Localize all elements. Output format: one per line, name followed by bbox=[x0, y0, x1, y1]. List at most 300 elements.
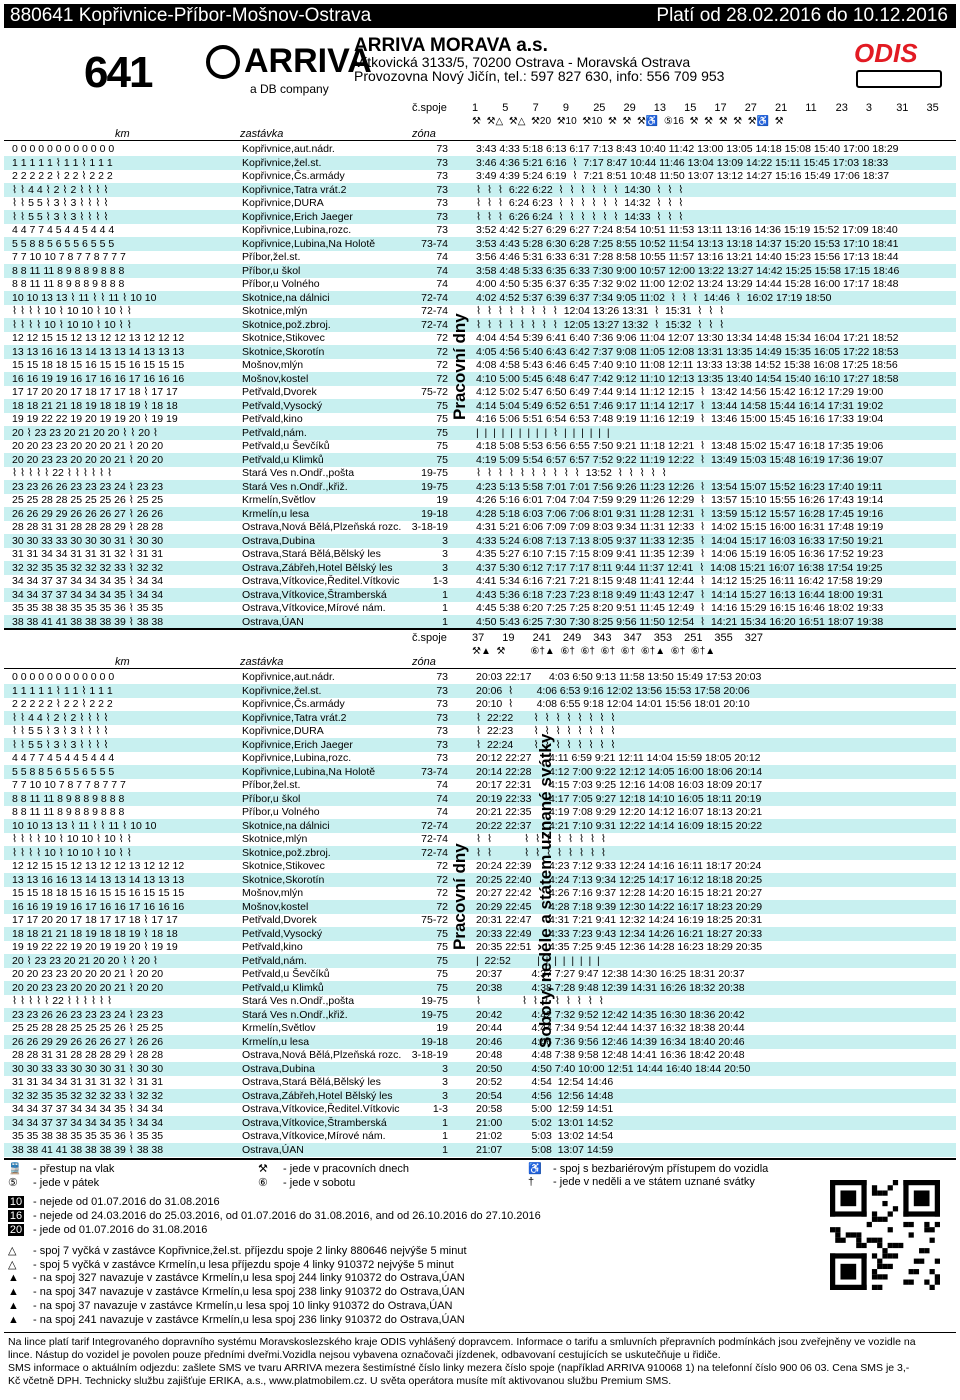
departure-times: ⌇ ⌇ ⌇ ⌇ ⌇ ⌇ ⌇ ⌇ ⌇ ⌇ 13:52 ⌇ ⌇ ⌇ ⌇ ⌇ bbox=[476, 467, 667, 479]
table-row bbox=[4, 507, 956, 521]
table-row bbox=[4, 751, 956, 765]
table-row bbox=[4, 778, 956, 792]
zone-value: 1-3 bbox=[432, 1103, 448, 1115]
stop-name: Ostrava,ÚAN bbox=[242, 615, 304, 628]
legend-item bbox=[528, 1176, 755, 1188]
table-row bbox=[4, 142, 956, 156]
km-values: 20 20 23 23 20 20 20 21 ⌇ 20 20 bbox=[12, 453, 164, 466]
km-values: 34 34 37 37 34 34 34 35 ⌇ 34 34 bbox=[12, 1103, 164, 1115]
zone-value: 3 bbox=[442, 561, 448, 574]
legend-item bbox=[8, 1162, 114, 1175]
departure-times: 21:00 5:02 13:01 14:52 bbox=[476, 1116, 614, 1129]
departure-times: ⌇ ⌇ ⌇ ⌇ ⌇ ⌇ ⌇ ⌇ ⌇ bbox=[476, 995, 604, 1007]
km-values: 8 8 11 11 8 9 8 8 9 8 8 8 bbox=[12, 792, 125, 805]
km-values: ⌇ ⌇ ⌇ ⌇ ⌇ 22 ⌇ ⌇ ⌇ ⌇ ⌇ ⌇ bbox=[12, 467, 113, 479]
table-row bbox=[4, 994, 956, 1008]
km-values: 1 1 1 1 1 ⌇ 1 1 ⌇ 1 1 1 bbox=[12, 156, 113, 169]
km-values: 5 5 8 8 5 6 5 5 6 5 5 5 bbox=[12, 765, 115, 778]
stop-name: Skotnice,Skorotín bbox=[242, 873, 325, 886]
stop-label-2: zastávka bbox=[240, 656, 284, 668]
zone-value: 72 bbox=[436, 860, 448, 872]
legend-text: - na spoj 241 navazuje v zastávce Krmelín,u lesa spoj 236 linky 910372 do Ostrava,ÚAN bbox=[30, 1314, 465, 1326]
departure-times: ⌇ ⌇ ⌇ 6:26 6:24 ⌇ ⌇ ⌇ ⌇ ⌇ ⌇ 14:33 ⌇ ⌇ ⌇ bbox=[476, 210, 684, 223]
stop-name: Skotnice,Skorotín bbox=[242, 345, 325, 358]
legend-text: - nejede od 01.07.2016 do 31.08.2016 bbox=[30, 1196, 220, 1208]
km-values: 13 13 16 16 13 14 13 13 14 13 13 13 bbox=[12, 345, 185, 358]
stop-name: Skotnice,mlýn bbox=[242, 305, 308, 317]
stop-name: Skotnice,pož.zbroj. bbox=[242, 846, 331, 859]
table-row bbox=[4, 1089, 956, 1103]
km-values: 5 5 8 8 5 6 5 5 6 5 5 5 bbox=[12, 237, 115, 250]
arriva-logo: ARRIVA a DB company bbox=[206, 42, 372, 81]
legend-symbol: ⑤ bbox=[8, 1177, 18, 1189]
legend-symbol: △ bbox=[8, 1259, 17, 1271]
table-row bbox=[4, 792, 956, 806]
table-row bbox=[4, 466, 956, 480]
zone-value: 1 bbox=[442, 1116, 448, 1129]
table-row bbox=[4, 250, 956, 264]
departure-times: 4:45 5:38 6:20 7:25 7:25 8:20 9:51 11:45 12:49 ⌇ 14:16 15:29 16:15 16:46 18:02 19:33 bbox=[476, 602, 884, 614]
zone-value: 72-74 bbox=[421, 318, 448, 331]
stop-name: Skotnice,pož.zbroj. bbox=[242, 318, 331, 331]
trip-number: 9 bbox=[562, 102, 570, 114]
km-values: 2 2 2 2 2 ⌇ 2 2 ⌇ 2 2 2 bbox=[12, 698, 113, 710]
km-values: 12 12 15 15 12 13 12 12 13 12 12 12 bbox=[12, 332, 185, 344]
zone-value: 72-74 bbox=[421, 305, 448, 317]
zone-value: 72 bbox=[436, 345, 448, 358]
departure-times: | 22:52 | | | | | | | | bbox=[476, 954, 600, 967]
table-row bbox=[4, 846, 956, 860]
stop-name: Petřvald,u Ševčíků bbox=[242, 440, 330, 452]
zone-value: 75 bbox=[436, 968, 448, 980]
zone-value: 74 bbox=[436, 806, 448, 818]
stop-name: Kopřivnice,žel.st. bbox=[242, 156, 322, 169]
legend-item bbox=[8, 1300, 453, 1312]
stop-name: Ostrava,Nová Bělá,Plzeňská rozc. bbox=[242, 521, 402, 533]
zone-value: 73 bbox=[436, 752, 448, 764]
stop-name: Ostrava,Stará Bělá,Bělský les bbox=[242, 1076, 381, 1088]
table-row bbox=[4, 372, 956, 386]
km-values: 35 35 38 38 35 35 35 36 ⌇ 35 35 bbox=[12, 602, 164, 614]
departure-times: 20:29 22:45 4:28 7:18 9:39 12:30 14:22 16:17 18:23 20:29 bbox=[476, 900, 763, 913]
odis-logo: ODIS bbox=[854, 38, 946, 92]
table-row bbox=[4, 927, 956, 941]
table-row bbox=[4, 601, 956, 615]
table-row bbox=[4, 724, 956, 738]
table-row bbox=[4, 412, 956, 426]
zone-value: 73 bbox=[436, 156, 448, 169]
stop-name: Ostrava,Vítkovice,Štramberská bbox=[242, 588, 387, 601]
stop-name: Ostrava,Zábřeh,Hotel Bělský les bbox=[242, 1089, 393, 1102]
trip-number: 25 bbox=[593, 102, 606, 114]
spoje-label: č.spoje bbox=[412, 102, 447, 114]
table-row bbox=[4, 765, 956, 779]
route-title: 880641 Kopřivnice-Příbor-Mošnov-Ostrava bbox=[10, 5, 372, 26]
km-values: 8 8 11 11 8 9 8 8 9 8 8 8 bbox=[12, 806, 125, 818]
departure-times: 20:44 4:44 7:34 9:54 12:44 14:37 16:32 18:38 20:44 bbox=[476, 1022, 745, 1034]
zone-value: 72 bbox=[436, 887, 448, 899]
departure-times: 20:33 22:49 4:33 7:23 9:43 12:34 14:26 16:21 18:27 20:33 bbox=[476, 927, 763, 940]
legend-text: - spoj 7 vyčká v zastávce Kopřivnice,žel.st. příjezdu spoje 2 linky 880646 nejvýše 5 minut bbox=[30, 1245, 467, 1257]
stop-name: Mošnov,kostel bbox=[242, 372, 309, 385]
zone-value: 75 bbox=[436, 927, 448, 940]
stop-name: Petřvald,u Klimků bbox=[242, 453, 324, 466]
legend-symbol: 20 bbox=[9, 1224, 23, 1236]
legend-symbol: 16 bbox=[9, 1210, 23, 1222]
trip-number: 31 bbox=[896, 102, 909, 114]
zone-value: 19-75 bbox=[421, 995, 448, 1007]
departure-times: ⌇ ⌇ ⌇ ⌇ ⌇ ⌇ ⌇ ⌇ ⌇ ⌇ bbox=[476, 846, 607, 859]
zone-label: zóna bbox=[412, 128, 436, 140]
departure-times: 20:48 4:48 7:38 9:58 12:48 14:41 16:36 18:42 20:48 bbox=[476, 1049, 745, 1061]
zone-value: 72-74 bbox=[421, 291, 448, 304]
table-row bbox=[4, 954, 956, 968]
zone-value: 75-72 bbox=[421, 914, 448, 926]
stop-name: Krmelín,Světlov bbox=[242, 1022, 316, 1034]
zone-value: 72-74 bbox=[421, 833, 448, 845]
legend-item bbox=[8, 1210, 541, 1222]
table-row bbox=[4, 439, 956, 453]
departure-times: 3:58 4:48 5:33 6:35 6:33 7:30 9:00 10:57 12:00 13:22 13:27 14:42 15:25 15:58 17:15 18:46 bbox=[476, 264, 900, 277]
trip-number: 17 bbox=[714, 102, 727, 114]
departure-times: ⌇ ⌇ ⌇ ⌇ ⌇ ⌇ ⌇ ⌇ ⌇ ⌇ bbox=[476, 833, 607, 845]
km-values: 8 8 11 11 8 9 8 8 9 8 8 8 bbox=[12, 278, 125, 290]
km-values: 0 0 0 0 0 0 0 0 0 0 0 0 bbox=[12, 671, 115, 683]
legend-text: - jede v pátek bbox=[30, 1177, 100, 1189]
legend-text: - na spoj 37 navazuje v zastávce Krmelín,u lesa spoj 10 linky 910372 do Ostrava,ÚAN bbox=[30, 1300, 453, 1312]
table-row bbox=[4, 588, 956, 602]
table-row bbox=[4, 399, 956, 413]
departure-times: 4:16 5:06 5:51 6:54 6:53 7:48 9:19 11:16 12:19 ⌇ 13:46 15:00 15:45 16:16 17:33 19:04 bbox=[476, 413, 884, 425]
stop-name: Příbor,u škol bbox=[242, 792, 301, 805]
departure-times: 21:07 5:08 13:07 14:59 bbox=[476, 1143, 614, 1156]
km-values: 17 17 20 20 17 18 17 17 18 ⌇ 17 17 bbox=[12, 914, 178, 926]
table-row bbox=[4, 1008, 956, 1022]
stop-name: Krmelín,u lesa bbox=[242, 507, 310, 520]
km-values: 34 34 37 37 34 34 34 35 ⌇ 34 34 bbox=[12, 588, 164, 601]
departure-times: 3:46 4:36 5:21 6:16 ⌇ 7:17 8:47 10:44 11:46 13:04 13:09 14:22 15:11 15:45 17:03 18:33 bbox=[476, 156, 889, 169]
zone-value: 75 bbox=[436, 440, 448, 452]
stop-name: Ostrava,ÚAN bbox=[242, 1143, 304, 1156]
legend-text: - spoj s bezbariérovým přístupem do vozidla bbox=[550, 1163, 769, 1175]
stop-name: Mošnov,kostel bbox=[242, 900, 309, 913]
zone-value: 72 bbox=[436, 372, 448, 385]
legend-item bbox=[8, 1176, 99, 1189]
zone-value: 75 bbox=[436, 413, 448, 425]
stop-name: Stará Ves n.Ondř.,křiž. bbox=[242, 480, 348, 493]
km-values: 15 15 18 18 15 16 15 15 16 15 15 15 bbox=[12, 887, 185, 899]
table-row bbox=[4, 1035, 956, 1049]
stop-name: Ostrava,Zábřeh,Hotel Bělský les bbox=[242, 561, 393, 574]
km-values: ⌇ ⌇ 5 5 ⌇ 3 ⌇ 3 ⌇ ⌇ ⌇ ⌇ bbox=[12, 210, 109, 223]
stop-name: Petřvald,nám. bbox=[242, 954, 307, 967]
legend-text: - na spoj 347 navazuje v zastávce Krmelín,u lesa spoj 238 linky 910372 do Ostrava,ÚAN bbox=[30, 1286, 465, 1298]
footer-line: Kč včetně DPH. Technicky službu zajišťuje ERIKA, a.s., www.platmobilem.cz. U světa operátora musíte mít aktivovanou službu Premium SMS. bbox=[8, 1375, 672, 1387]
legend-symbol: 🚆 bbox=[8, 1163, 22, 1175]
trip-number: 7 bbox=[532, 102, 539, 114]
legend-symbol: ▲ bbox=[8, 1300, 19, 1312]
stop-name: Kopřivnice,žel.st. bbox=[242, 684, 322, 697]
zone-value: 3-18-19 bbox=[411, 521, 448, 533]
stop-name: Petřvald,Vysocký bbox=[242, 927, 323, 940]
legend-text: - spoj 5 vyčká v zastávce Krmelín,u lesa příjezdu spoje 4 linky 910372 nejvýše 5 minut bbox=[30, 1259, 454, 1271]
zone-value: 73 bbox=[436, 725, 448, 737]
zone-value: 19 bbox=[436, 1022, 448, 1034]
table-row bbox=[4, 1062, 956, 1076]
km-values: 38 38 41 41 38 38 38 39 ⌇ 38 38 bbox=[12, 615, 164, 628]
table-row bbox=[4, 237, 956, 251]
table-row bbox=[4, 169, 956, 183]
table-row bbox=[4, 805, 956, 819]
zone-value: 74 bbox=[436, 278, 448, 290]
zone-value: 3 bbox=[442, 534, 448, 547]
stop-name: Mošnov,mlýn bbox=[242, 887, 304, 899]
km-values: 18 18 21 21 18 19 18 18 19 ⌇ 18 18 bbox=[12, 927, 178, 940]
legend-item bbox=[258, 1162, 409, 1175]
stop-name: Krmelín,u lesa bbox=[242, 1035, 310, 1048]
legend-item bbox=[8, 1258, 454, 1271]
departure-times: 3:53 4:43 5:28 6:30 6:28 7:25 8:55 10:52 11:54 13:13 13:18 14:37 15:20 15:53 17:10 18:41 bbox=[476, 237, 899, 250]
legend-symbol: ▲ bbox=[8, 1314, 19, 1326]
table-row bbox=[4, 1116, 956, 1130]
zone-value: 73 bbox=[436, 698, 448, 710]
table-row bbox=[4, 223, 956, 237]
departure-times: 20:37 4:37 7:27 9:47 12:38 14:30 16:25 18:31 20:37 bbox=[476, 968, 745, 980]
zone-value: 3 bbox=[442, 1062, 448, 1075]
table-row bbox=[4, 967, 956, 981]
zone-value: 73 bbox=[436, 738, 448, 751]
km-values: 16 16 19 19 16 17 16 16 17 16 16 16 bbox=[12, 372, 185, 385]
departure-times: 20:17 22:31 4:15 7:03 9:25 12:16 14:08 16:03 18:09 20:17 bbox=[476, 779, 763, 791]
footer-line: Na lince platí tarif Integrovaného dopravního systému Moravskoslezského kraje ODIS vyhlášený dopravcem. Informace o tarifu a smluvních přepravních podmínkách jsou zveřejněny ve vozidle na bbox=[8, 1336, 916, 1348]
legend-item bbox=[258, 1176, 355, 1189]
stop-name: Příbor,žel.st. bbox=[242, 779, 301, 791]
stop-name: Kopřivnice,Lubina,Na Holotě bbox=[242, 237, 376, 250]
km-values: 0 0 0 0 0 0 0 0 0 0 0 0 bbox=[12, 143, 115, 155]
legend-item bbox=[8, 1224, 207, 1236]
km-values: ⌇ ⌇ ⌇ ⌇ 10 ⌇ 10 10 ⌇ 10 ⌇ ⌇ bbox=[12, 833, 132, 845]
departure-times: 20:50 4:50 7:40 10:00 12:51 14:44 16:40 18:44 20:50 bbox=[476, 1062, 751, 1075]
stop-name: Stará Ves n.Ondř.,pošta bbox=[242, 995, 355, 1007]
departure-times: 20:25 22:40 4:24 7:13 9:34 12:25 14:17 16:12 18:18 20:25 bbox=[476, 873, 763, 886]
departure-times: 20:42 4:42 7:32 9:52 12:42 14:35 16:30 18:36 20:42 bbox=[476, 1008, 745, 1021]
legend-text: - jede od 01.07.2016 do 31.08.2016 bbox=[30, 1224, 208, 1236]
trip-symbols: ⚒ ⚒△ ⚒△ ⚒20 ⚒10 ⚒10 ⚒ ⚒ ⚒♿ ⑤16 ⚒ ⚒ ⚒ ⚒ ⚒♿ ⚒ bbox=[472, 116, 784, 127]
table-row bbox=[4, 819, 956, 833]
trip-number: 1 bbox=[472, 102, 479, 114]
departure-times: 4:35 5:27 6:10 7:15 7:15 8:09 9:41 11:35 12:39 ⌇ 14:06 15:19 16:05 16:36 17:52 19:23 bbox=[476, 548, 884, 560]
stop-name: Kopřivnice,aut.nádr. bbox=[242, 143, 335, 155]
departure-times: 20:21 22:35 4:19 7:08 9:29 12:20 14:12 16:07 18:13 20:21 bbox=[476, 806, 763, 818]
table-row bbox=[4, 426, 956, 440]
table-row bbox=[4, 697, 956, 711]
table-row bbox=[4, 480, 956, 494]
trip-number: 327 bbox=[744, 632, 764, 644]
zone-value: 73 bbox=[436, 210, 448, 223]
zone-value: 1 bbox=[442, 615, 448, 628]
departure-times: 20:24 22:39 4:23 7:12 9:33 12:24 14:16 16:11 18:17 20:24 bbox=[476, 860, 762, 872]
zone-value: 72-74 bbox=[421, 819, 448, 832]
departure-times: 4:08 4:58 5:43 6:46 6:45 7:40 9:10 11:08 12:11 13:33 13:38 14:52 15:38 16:08 17:25 18:56 bbox=[476, 359, 898, 371]
footer-line: lince. Nástup do vozidel je povolen pouze předními dveřmi.Vozidla nejsou vybavena označovači jízdenek, odbavovaní cestujících se uskutečňuje u řidiče. bbox=[8, 1349, 721, 1361]
stop-name: Skotnice,Stikovec bbox=[242, 332, 325, 344]
km-values: 20 ⌇ 23 23 20 21 20 20 ⌇ ⌇ 20 ⌇ bbox=[12, 426, 159, 439]
table-row bbox=[4, 981, 956, 995]
km-values: 30 30 33 33 30 30 30 31 ⌇ 30 30 bbox=[12, 534, 164, 547]
validity: Platí od 28.02.2016 do 10.12.2016 bbox=[656, 5, 948, 26]
km-values: 38 38 41 41 38 38 38 39 ⌇ 38 38 bbox=[12, 1143, 164, 1156]
table-row bbox=[4, 264, 956, 278]
km-values: 8 8 11 11 8 9 8 8 9 8 8 8 bbox=[12, 264, 125, 277]
stop-name: Stará Ves n.Ondř.,křiž. bbox=[242, 1008, 348, 1021]
zone-value: 19-75 bbox=[421, 480, 448, 493]
departure-times: 4:50 5:43 6:25 7:30 7:30 8:25 9:56 11:50 12:54 ⌇ 14:21 15:34 16:20 16:51 18:07 19:38 bbox=[476, 615, 884, 628]
zone-value: 72 bbox=[436, 900, 448, 913]
table-row bbox=[4, 547, 956, 561]
zone-value: 1 bbox=[442, 602, 448, 614]
table-row bbox=[4, 358, 956, 372]
stop-name: Příbor,u Volného bbox=[242, 806, 320, 818]
departure-times: ⌇ 22:23 ⌇ ⌇ ⌇ ⌇ ⌇ ⌇ ⌇ ⌇ bbox=[476, 725, 616, 737]
stop-name: Skotnice,Stikovec bbox=[242, 860, 325, 872]
stop-name: Ostrava,Vítkovice,Ředitel.Vítkovic bbox=[242, 1103, 400, 1115]
legend-item bbox=[8, 1286, 465, 1298]
zone-value: 75 bbox=[436, 426, 448, 439]
departure-times: ⌇ 22:22 ⌇ ⌇ ⌇ ⌇ ⌇ ⌇ ⌇ ⌇ bbox=[476, 711, 616, 724]
zone-value: 73 bbox=[436, 183, 448, 196]
departure-times: ⌇ ⌇ ⌇ 6:22 6:22 ⌇ ⌇ ⌇ ⌇ ⌇ ⌇ 14:30 ⌇ ⌇ ⌇ bbox=[476, 183, 684, 196]
zone-value: 3 bbox=[442, 1076, 448, 1088]
departure-times: 20:03 22:17 4:03 6:50 9:13 11:58 13:50 15:49 17:53 20:03 bbox=[476, 671, 762, 683]
zone-value: 75 bbox=[436, 981, 448, 994]
km-values: ⌇ ⌇ 4 4 ⌇ 2 ⌇ 2 ⌇ ⌇ ⌇ ⌇ bbox=[12, 183, 109, 196]
km-values: ⌇ ⌇ 4 4 ⌇ 2 ⌇ 2 ⌇ ⌇ ⌇ ⌇ bbox=[12, 711, 109, 724]
zone-value: 75 bbox=[436, 941, 448, 953]
trip-number: 27 bbox=[744, 102, 757, 114]
table-row bbox=[4, 318, 956, 332]
stop-name: Příbor,u Volného bbox=[242, 278, 320, 290]
departure-times: ⌇ ⌇ ⌇ ⌇ ⌇ ⌇ ⌇ ⌇ 12:04 13:26 13:31 ⌇ 15:31 ⌇ ⌇ ⌇ bbox=[476, 305, 725, 317]
km-values: ⌇ ⌇ ⌇ ⌇ 10 ⌇ 10 10 ⌇ 10 ⌇ ⌇ bbox=[12, 846, 132, 859]
stop-name: Petřvald,kino bbox=[242, 413, 303, 425]
km-label: km bbox=[115, 128, 130, 140]
km-values: 31 31 34 34 31 31 31 32 ⌇ 31 31 bbox=[12, 1076, 164, 1088]
km-values: 1 1 1 1 1 ⌇ 1 1 ⌇ 1 1 1 bbox=[12, 684, 113, 697]
zone-value: 3 bbox=[442, 1089, 448, 1102]
stop-name: Kopřivnice,Erich Jaeger bbox=[242, 210, 353, 223]
table-row bbox=[4, 534, 956, 548]
stop-name: Skotnice,na dálnici bbox=[242, 819, 330, 832]
legend-symbol: △ bbox=[8, 1245, 17, 1257]
zone-value: 72-74 bbox=[421, 846, 448, 859]
stop-name: Příbor,žel.st. bbox=[242, 251, 301, 263]
legend-symbol: ⚒ bbox=[258, 1163, 268, 1175]
table-row bbox=[4, 385, 956, 399]
departure-times: 4:37 5:30 6:12 7:17 7:17 8:11 9:44 11:37 12:41 ⌇ 14:08 15:21 16:07 16:38 17:54 19:25 bbox=[476, 561, 883, 574]
stop-label: zastávka bbox=[240, 128, 284, 140]
km-values: 12 12 15 15 12 13 12 12 13 12 12 12 bbox=[12, 860, 185, 872]
km-values: 19 19 22 22 19 20 19 19 20 ⌇ 19 19 bbox=[12, 941, 178, 953]
zone-value: 73-74 bbox=[421, 765, 448, 778]
weekend-label: Soboty, neděle a státem uznané svátky bbox=[536, 733, 555, 1048]
km-values: ⌇ ⌇ ⌇ ⌇ 10 ⌇ 10 10 ⌇ 10 ⌇ ⌇ bbox=[12, 305, 132, 317]
departure-times: 20:46 4:46 7:36 9:56 12:46 14:39 16:34 18:40 20:46 bbox=[476, 1035, 745, 1048]
legend-symbol: ⑥ bbox=[258, 1177, 268, 1189]
km-values: 31 31 34 34 31 31 31 32 ⌇ 31 31 bbox=[12, 548, 164, 560]
legend-symbol: ♿ bbox=[528, 1163, 542, 1175]
table-row bbox=[4, 210, 956, 224]
departure-times: 4:28 5:18 6:03 7:06 7:06 8:01 9:31 11:28 12:31 ⌇ 13:59 15:12 15:57 16:28 17:45 19:16 bbox=[476, 507, 884, 520]
table-row bbox=[4, 615, 956, 629]
departure-times: 20:10 ⌇ 4:08 6:55 9:18 12:04 14:01 15:56 18:01 20:10 bbox=[476, 698, 750, 710]
legend-item bbox=[8, 1314, 465, 1326]
trip-number: 343 bbox=[593, 632, 612, 644]
km-values: 34 34 37 37 34 34 34 35 ⌇ 34 34 bbox=[12, 1116, 164, 1129]
stop-name: Stará Ves n.Ondř.,pošta bbox=[242, 467, 355, 479]
table-row bbox=[4, 940, 956, 954]
km-values: 35 35 38 38 35 35 35 36 ⌇ 35 35 bbox=[12, 1130, 164, 1142]
departure-times: 4:31 5:21 6:06 7:09 7:09 8:03 9:34 11:31 12:33 ⌇ 14:02 15:15 16:00 16:31 17:48 19:19 bbox=[476, 521, 884, 533]
departure-times: 20:22 22:37 4:21 7:10 9:31 12:22 14:14 16:09 18:15 20:22 bbox=[476, 819, 763, 832]
spoje-label-2: č.spoje bbox=[412, 632, 447, 644]
km-values: ⌇ ⌇ 5 5 ⌇ 3 ⌇ 3 ⌇ ⌇ ⌇ ⌇ bbox=[12, 725, 109, 737]
stop-name: Kopřivnice,Tatra vrát.2 bbox=[242, 711, 347, 724]
zone-value: 73-74 bbox=[421, 237, 448, 250]
zone-value: 1 bbox=[442, 1130, 448, 1142]
table-row bbox=[4, 196, 956, 210]
zone-value: 1 bbox=[442, 588, 448, 601]
trip-number: 37 bbox=[472, 632, 485, 644]
stop-name: Kopřivnice,DURA bbox=[242, 197, 324, 209]
km-values: 18 18 21 21 18 19 18 18 19 ⌇ 18 18 bbox=[12, 399, 178, 412]
table-row bbox=[4, 520, 956, 534]
departure-times: 3:52 4:42 5:27 6:29 6:27 7:24 8:54 10:51 11:53 13:11 13:16 14:36 15:19 15:52 17:09 18:40 bbox=[476, 224, 898, 236]
stop-name: Ostrava,Vítkovice,Mírové nám. bbox=[242, 602, 386, 614]
km-values: 20 20 23 23 20 20 20 21 ⌇ 20 20 bbox=[12, 440, 164, 452]
stop-name: Kopřivnice,Tatra vrát.2 bbox=[242, 183, 347, 196]
stop-name: Kopřivnice,Čs.armády bbox=[242, 698, 345, 710]
zone-value: 19-75 bbox=[421, 1008, 448, 1021]
table-row bbox=[4, 832, 956, 846]
zone-label-2: zóna bbox=[412, 656, 436, 668]
legend-text: - přestup na vlak bbox=[30, 1163, 115, 1175]
table-row bbox=[4, 304, 956, 318]
km-values: 32 32 35 35 32 32 32 33 ⌇ 32 32 bbox=[12, 1089, 164, 1102]
departure-times: 4:04 4:54 5:39 6:41 6:40 7:36 9:06 11:04 12:07 13:30 13:34 14:48 15:34 16:04 17:21 18:52 bbox=[476, 332, 899, 344]
header bbox=[4, 30, 956, 98]
km-values: ⌇ ⌇ 5 5 ⌇ 3 ⌇ 3 ⌇ ⌇ ⌇ ⌇ bbox=[12, 738, 109, 751]
departure-times: 4:05 4:56 5:40 6:43 6:42 7:37 9:08 11:05 12:08 13:31 13:35 14:49 15:35 16:05 17:22 18:53 bbox=[476, 345, 899, 358]
zone-value: 73 bbox=[436, 671, 448, 683]
stop-name: Mošnov,mlýn bbox=[242, 359, 304, 371]
departure-times: 20:27 22:42 4:26 7:16 9:37 12:28 14:20 16:15 18:21 20:27 bbox=[476, 887, 763, 899]
departure-times: 20:12 22:27 4:11 6:59 9:21 12:11 14:04 15:59 18:05 20:12 bbox=[476, 752, 761, 764]
departure-times: 4:43 5:36 6:18 7:23 7:23 8:18 9:49 11:43 12:47 ⌇ 14:14 15:27 16:13 16:44 18:00 19:31 bbox=[476, 588, 884, 601]
arriva-icon bbox=[206, 45, 240, 79]
departure-times: 4:23 5:13 5:58 7:01 7:01 7:56 9:26 11:23 12:26 ⌇ 13:54 15:07 15:52 16:23 17:40 19:11 bbox=[476, 480, 883, 493]
table-row bbox=[4, 886, 956, 900]
table-row bbox=[4, 1129, 956, 1143]
departure-times: ⌇ 22:24 ⌇ ⌇ ⌇ ⌇ ⌇ ⌇ ⌇ ⌇ bbox=[476, 738, 616, 751]
km-values: 34 34 37 37 34 34 34 35 ⌇ 34 34 bbox=[12, 575, 164, 587]
table-row bbox=[4, 561, 956, 575]
zone-value: 75 bbox=[436, 954, 448, 967]
table-row bbox=[4, 900, 956, 914]
zone-value: 72 bbox=[436, 332, 448, 344]
departure-times: 20:19 22:33 4:17 7:05 9:27 12:18 14:10 16:05 18:11 20:19 bbox=[476, 792, 762, 805]
stop-name: Kopřivnice,DURA bbox=[242, 725, 324, 737]
table-row bbox=[4, 345, 956, 359]
